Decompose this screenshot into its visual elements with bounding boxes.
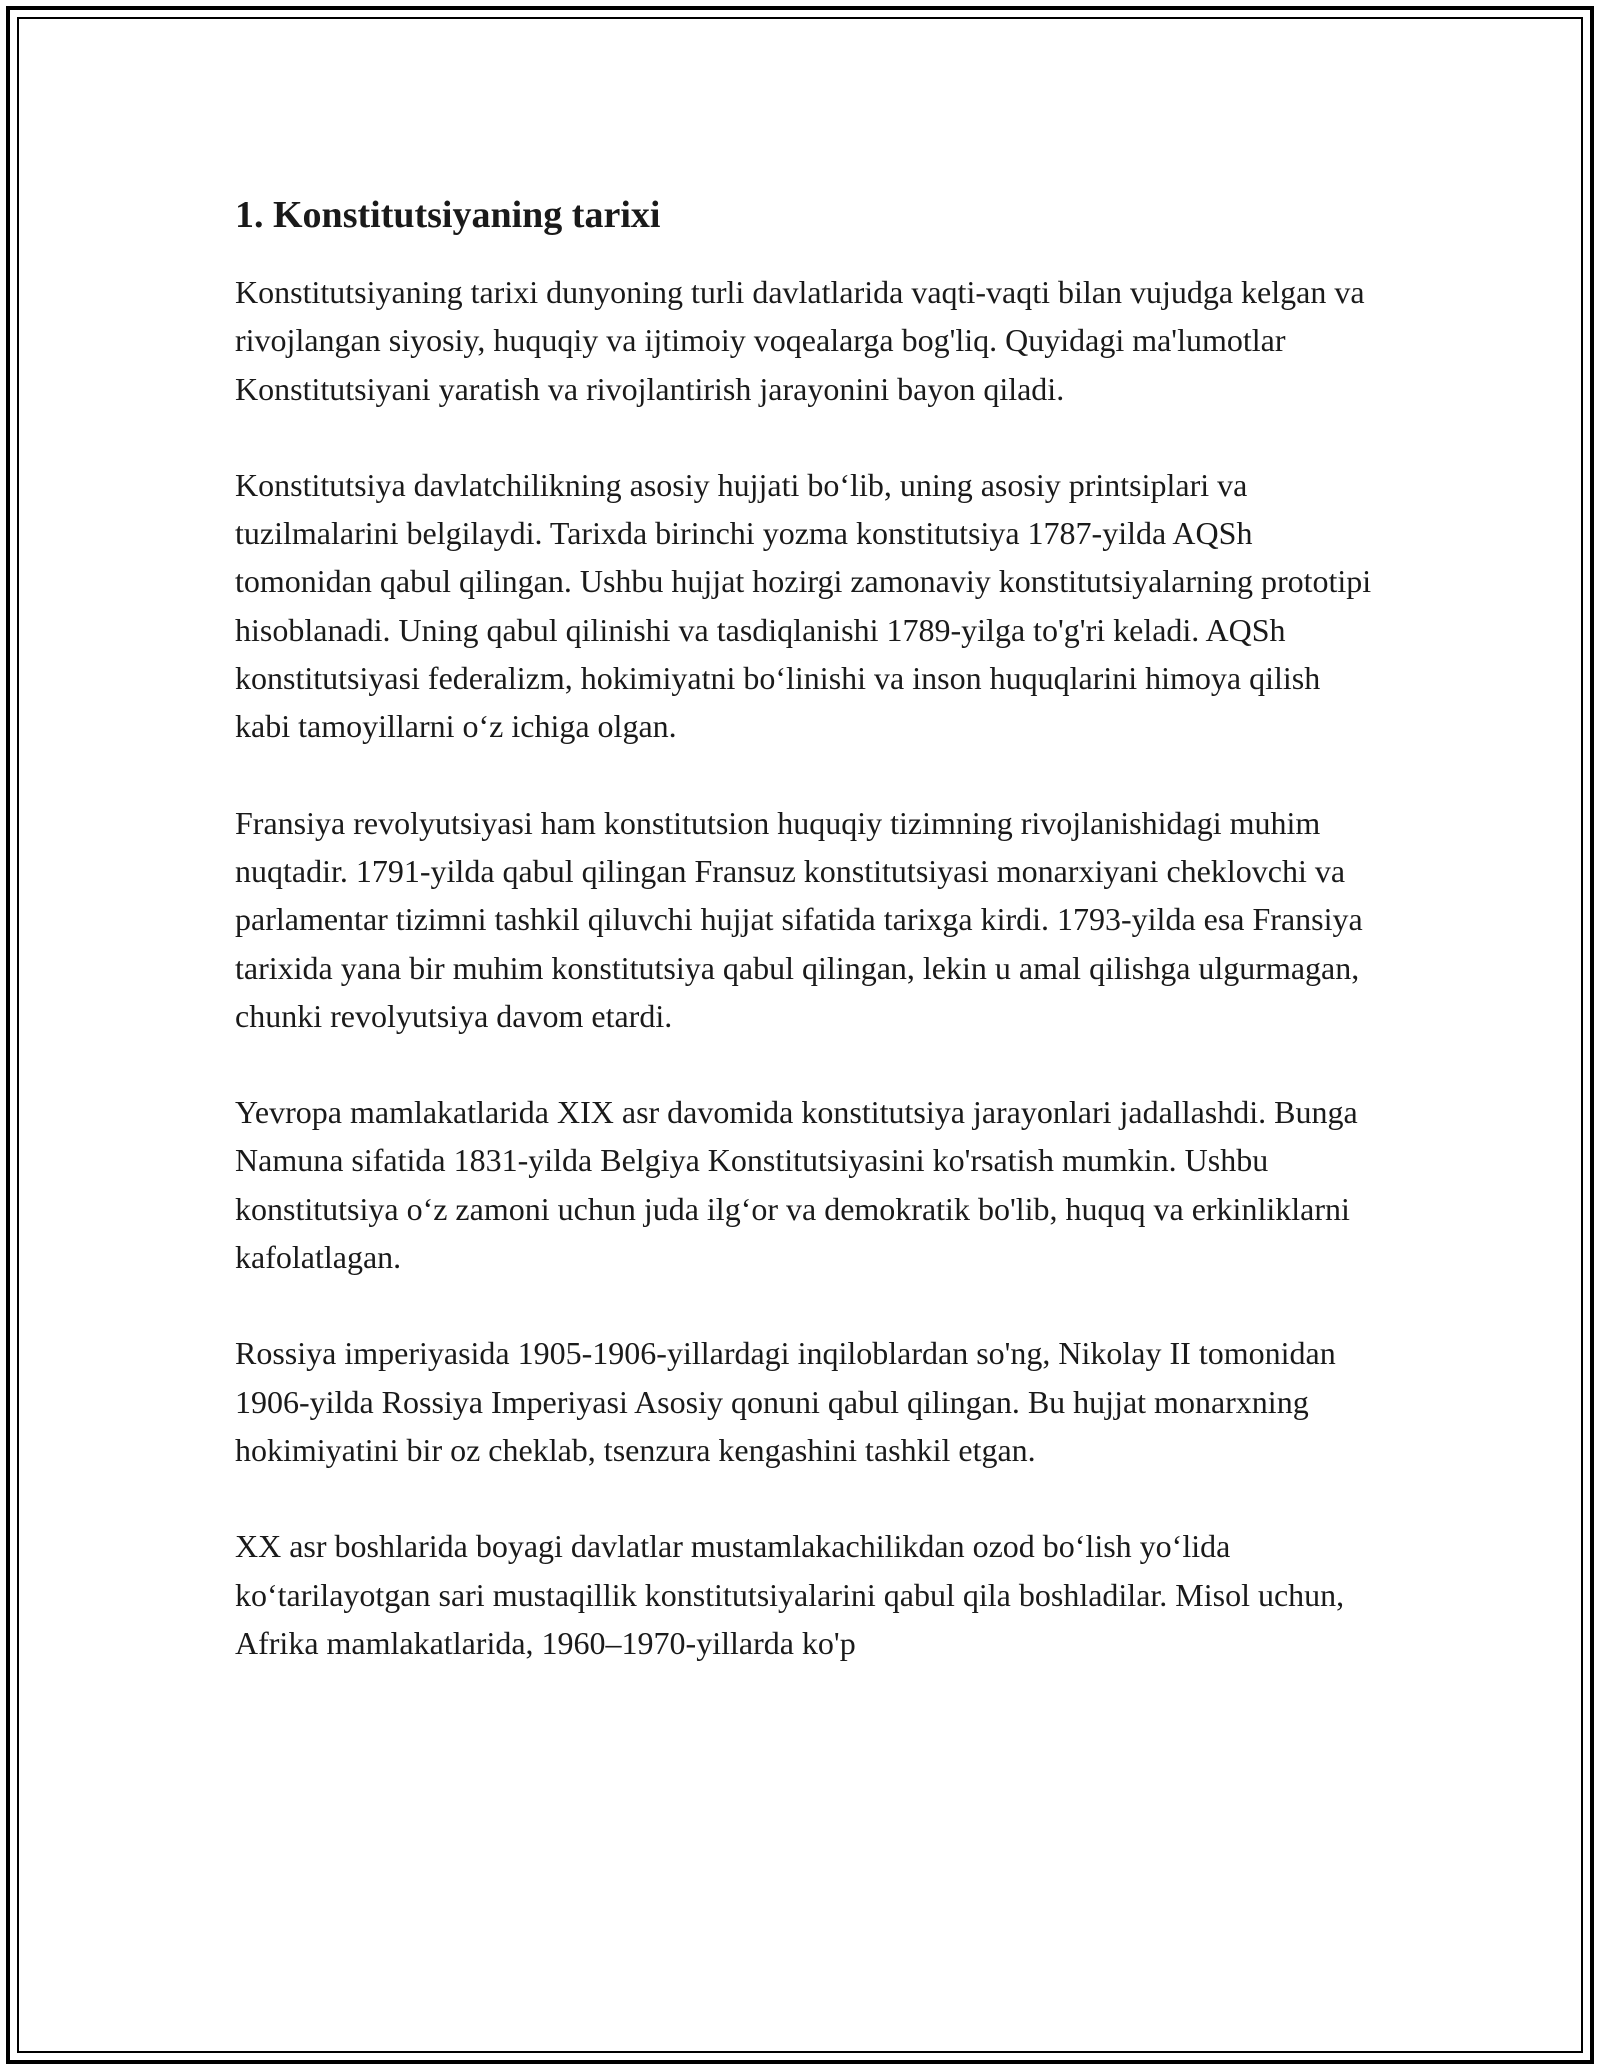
paragraph-usa-constitution: Konstitutsiya davlatchilikning asosiy hujjati bo‘lib, uning asosiy printsiplari va tuzilmalarini belgilaydi. Tarixda birinchi yozma konstitutsiya 1787-yilda AQSh tomonidan qabul qilingan. Ushbu hujjat hozirgi zamonaviy konstitutsiyalarning prototipi hisoblanadi. Uning qabul qilinishi va tasdiqlanishi 1789-yilga to'g'ri keladi. AQSh konstitutsiyasi federalizm, hokimiyatni bo‘linishi va inson huquqlarini himoya qilish kabi tamoyillarni o‘z ichiga olgan. — [235, 466, 1372, 745]
paragraph-russia-empire: Rossiya imperiyasida 1905-1906-yillardagi inqiloblardan so'ng, Nikolay II tomonidan 1906-yilda Rossiya Imperiyasi Asosiy qonuni qabul qilingan. Bu hujjat monarxning hokimiyatini bir oz cheklab, tsenzura kengashini tashkil etgan. — [235, 1335, 1336, 1468]
paragraph-france-revolution: Fransiya revolyutsiyasi ham konstitutsion huquqiy tizimning rivojlanishidagi muhim nuqtadir. 1791-yilda qabul qilingan Fransuz konstitutsiyasi monarxiyani cheklovchi va parlamentar tizimni tashkil qiluvchi hujjat sifatida tarixga kirdi. 1793-yilda esa Fransiya tarixida yana bir muhim konstitutsiya qabul qilingan, lekin u amal qilishga ulgurmagan, chunki revolyutsiya davom etardi. — [235, 804, 1363, 1034]
paragraph-europe-xix: Yevropa mamlakatlarida XIX asr davomida konstitutsiya jarayonlari jadallashdi. Bunga Namuna sifatida 1831-yilda Belgiya Konstitutsiyasini ko'rsatish mumkin. Ushbu konstitutsiya o‘z zamoni uchun juda ilg‘or va demokratik bo'lib, huquq va erkinliklarni kafolatlagan. — [235, 1094, 1358, 1276]
section-title: 1. Konstitutsiyaning tarixi — [235, 194, 661, 236]
paragraph-xx-century: XX asr boshlarida boyagi davlatlar mustamlakachilikdan ozod bo‘lish yo‘lida ko‘tarilayotgan sari mustaqillik konstitutsiyalarini qabul qila boshladilar. Misol uchun, Afrika mamlakatlarida, 1960–1970-yillarda ko'p — [235, 1528, 1345, 1661]
document-body — [235, 188, 1375, 1667]
paragraph-intro: Konstitutsiyaning tarixi dunyoning turli davlatlarida vaqti-vaqti bilan vujudga kelgan va rivojlangan siyosiy, huquqiy va ijtimoiy voqealarga bog'liq. Quyidagi ma'lumotlar Konstitutsiyani yaratish va rivojlantirish jarayonini bayon qiladi. — [235, 274, 1365, 407]
